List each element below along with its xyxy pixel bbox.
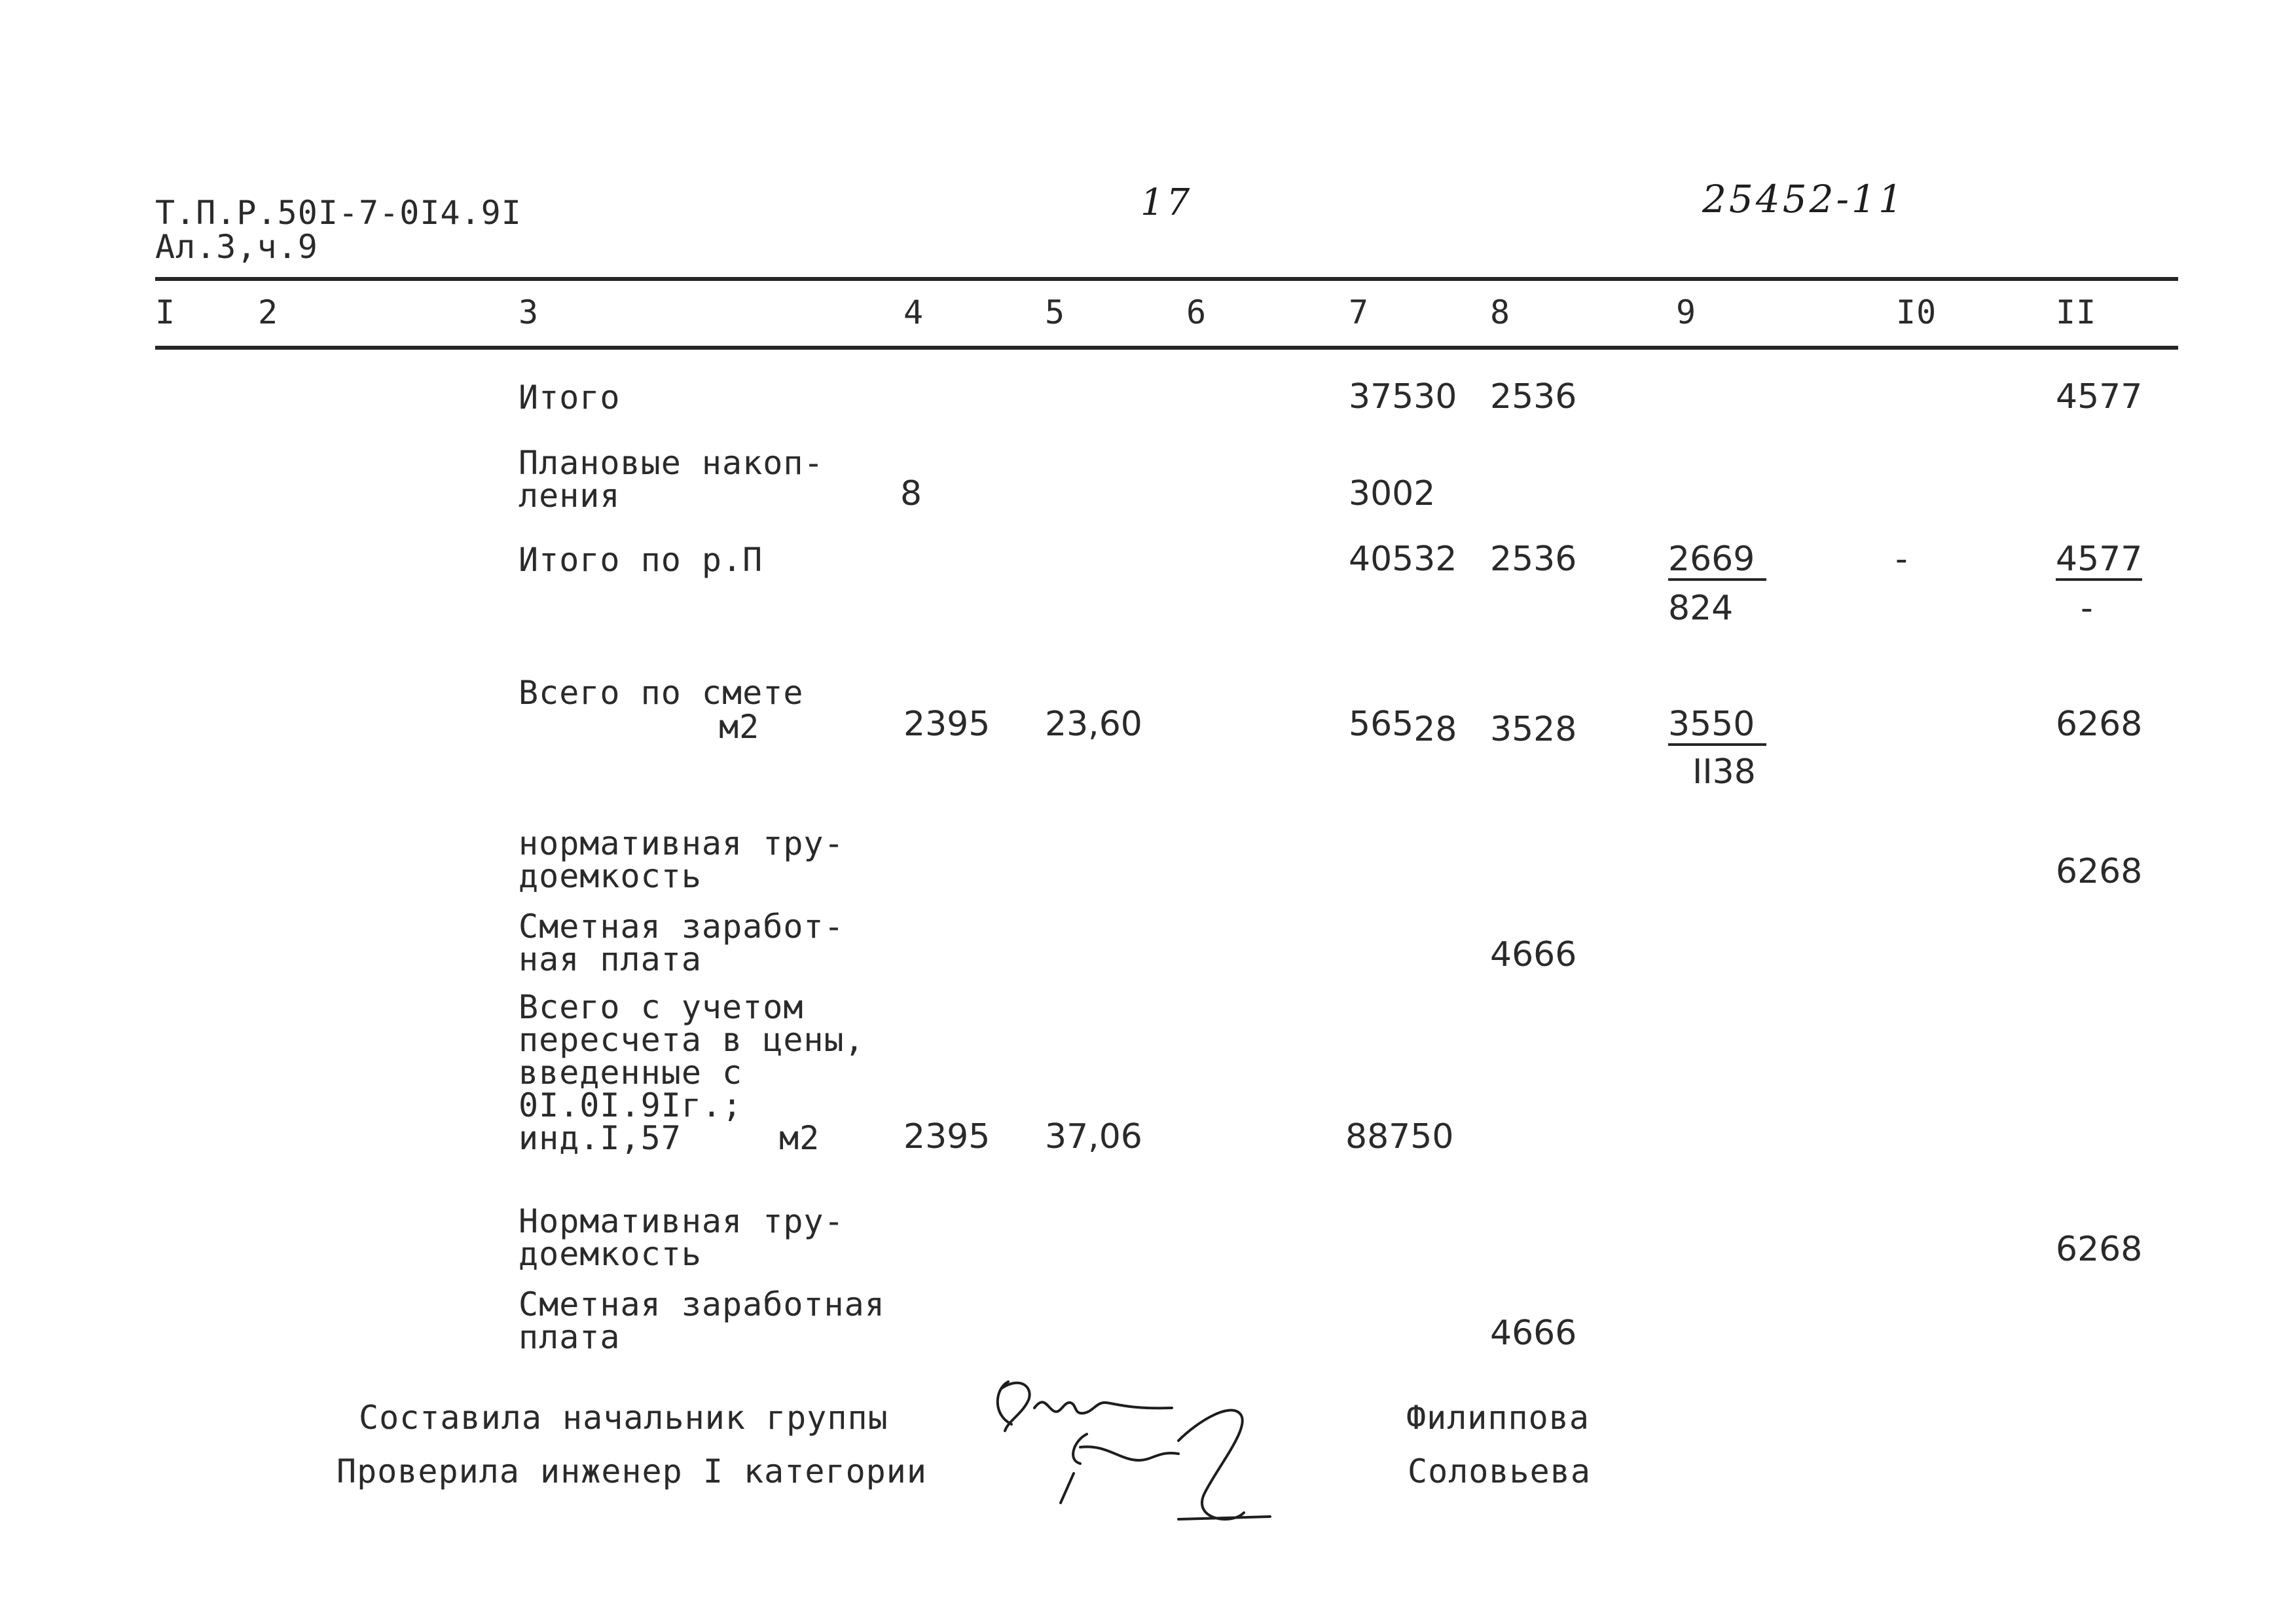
cell-col7: 3002 — [1349, 474, 1436, 513]
checked-by-label: Проверила инженер I категории — [337, 1452, 927, 1490]
column-header-5: 5 — [1045, 293, 1066, 331]
cell-col5: 23,60 — [1045, 705, 1142, 744]
column-header-3: 3 — [519, 293, 539, 331]
row-label-line2: ления — [519, 477, 621, 515]
column-header-2: 2 — [258, 293, 279, 331]
cell-col8: 2536 — [1490, 540, 1577, 579]
row-unit: м2 — [719, 708, 760, 746]
album-reference: Ал.3,ч.9 — [155, 228, 318, 266]
row-label-line5: инд.I,57 — [519, 1119, 682, 1157]
cell-col7: 88750 — [1345, 1117, 1454, 1156]
header-rule-top — [155, 277, 2178, 281]
row-label-line1: Нормативная тру- — [519, 1202, 845, 1240]
cell-col11: 4577 — [2056, 377, 2143, 416]
row-unit: м2 — [779, 1119, 820, 1157]
row-label-line2: ная плата — [519, 940, 702, 978]
column-header-8: 8 — [1490, 293, 1511, 331]
cell-col7-main: 565 — [1349, 705, 1414, 744]
cell-col11: 6268 — [2056, 1230, 2143, 1269]
cell-col11-numerator: 4577 — [2056, 542, 2142, 581]
stamp-number: 25452-11 — [1702, 177, 1905, 221]
row-label-line1: Всего с учетом — [519, 988, 804, 1026]
row-label-line2: плата — [519, 1318, 621, 1356]
row-label: Итого по р.П — [519, 541, 763, 579]
cell-col7: 37530 — [1349, 377, 1457, 416]
compiled-by-label: Составила начальник группы — [359, 1399, 888, 1437]
header-rule-bottom — [155, 346, 2178, 350]
column-header-4: 4 — [903, 293, 924, 331]
page-number: 17 — [1140, 181, 1193, 224]
column-header-6: 6 — [1186, 293, 1207, 331]
column-header-9: 9 — [1676, 293, 1697, 331]
row-label-line1: нормативная тру- — [519, 824, 845, 862]
row-label-line1: Сметная заработная — [519, 1285, 885, 1323]
cell-col11: 6268 — [2056, 852, 2143, 891]
cell-col4: 2395 — [903, 1117, 991, 1156]
cell-col8: 2536 — [1490, 377, 1577, 416]
row-label-line4: 0I.0I.9Iг.; — [519, 1086, 743, 1124]
handwritten-signatures — [982, 1362, 1349, 1532]
row-label-line1: Всего по смете — [519, 674, 804, 712]
cell-col9-denominator: II38 — [1692, 752, 1756, 792]
row-label: Итого — [519, 378, 621, 416]
document-code: Т.П.Р.50I-7-0I4.9I — [155, 194, 522, 232]
cell-col7-lowered: 28 — [1413, 710, 1457, 749]
cell-col9-numerator: 2669 — [1668, 542, 1766, 581]
cell-col8: 4666 — [1490, 935, 1577, 974]
column-header-1: I — [155, 293, 176, 331]
row-label-line1: Сметная заработ- — [519, 908, 845, 946]
cell-col10: - — [1895, 540, 1908, 579]
cell-col7: 40532 — [1349, 540, 1457, 579]
column-header-7: 7 — [1349, 293, 1370, 331]
compiled-by-name: Филиппова — [1406, 1399, 1590, 1437]
cell-col9-denominator: 824 — [1668, 589, 1734, 628]
row-label-line2: пересчета в цены, — [519, 1021, 865, 1059]
row-label-line2: доемкость — [519, 857, 702, 895]
checked-by-name: Соловьева — [1408, 1452, 1591, 1490]
cell-col8: 4666 — [1490, 1314, 1577, 1353]
cell-col8: 3528 — [1490, 710, 1577, 749]
column-header-10: I0 — [1896, 293, 1937, 331]
cell-col7 — [1349, 705, 1457, 749]
cell-col9-numerator: 3550 — [1668, 707, 1766, 746]
cell-col11-denominator: - — [2081, 589, 2093, 628]
cell-col5: 37,06 — [1045, 1117, 1142, 1156]
row-label-line2: доемкость — [519, 1235, 702, 1273]
column-header-11: II — [2056, 293, 2097, 331]
row-label-line3: введенные с — [519, 1054, 743, 1092]
cell-col4: 8 — [900, 474, 922, 513]
cell-col4: 2395 — [903, 705, 991, 744]
cell-col11: 6268 — [2056, 705, 2143, 744]
row-label-line1: Плановые накоп- — [519, 444, 824, 482]
